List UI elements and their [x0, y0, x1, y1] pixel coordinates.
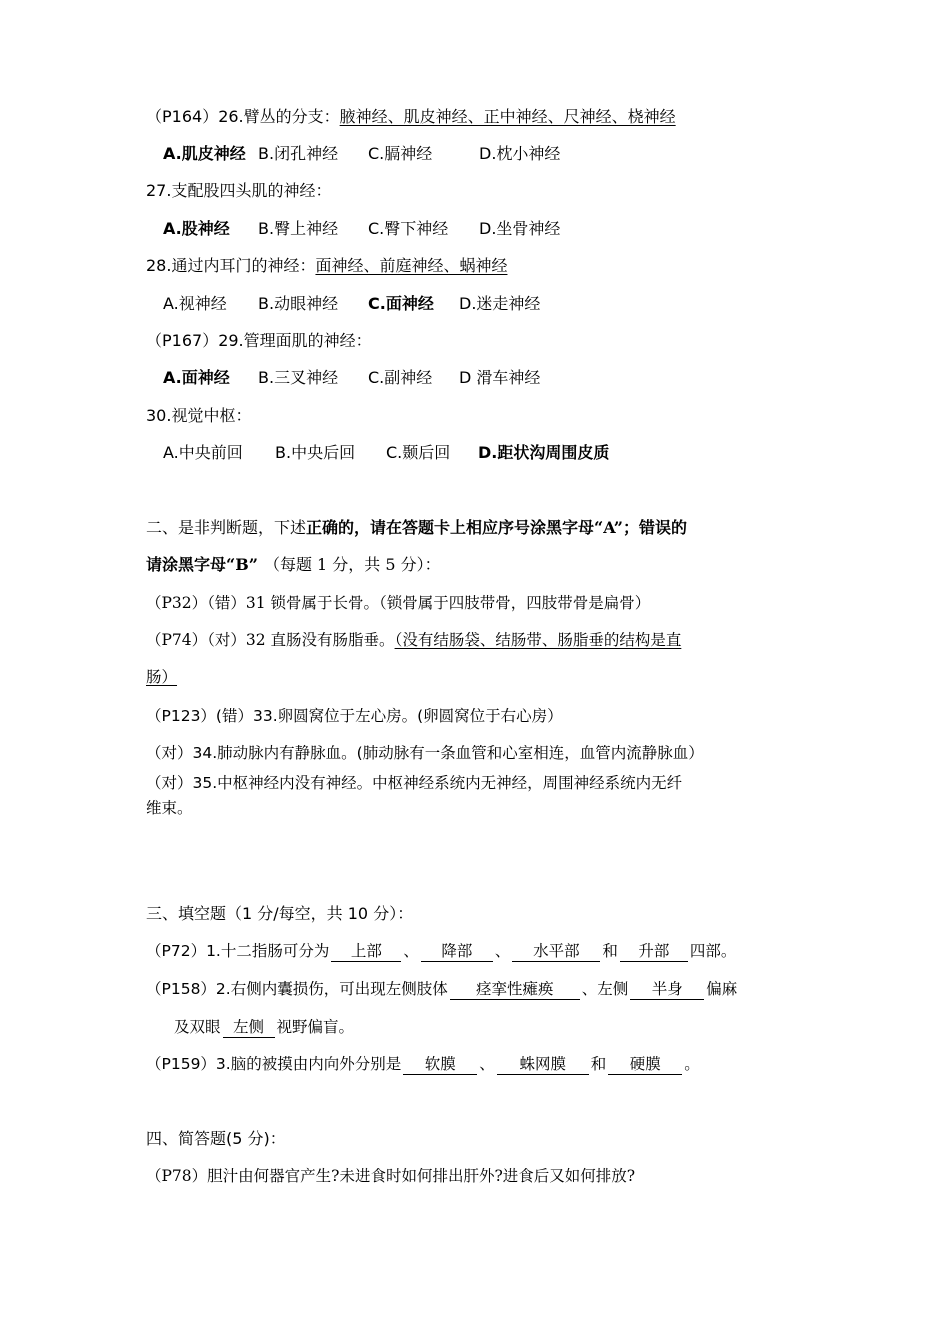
- option-d: D.迷走神经: [459, 294, 541, 313]
- option-c: C.膈神经: [368, 144, 433, 163]
- option-d: D.坐骨神经: [479, 219, 561, 238]
- true-false-32-cont: [146, 666, 177, 688]
- option-c: C.臀下神经: [368, 219, 449, 238]
- question-27-stem: 27.支配股四头肌的神经：: [146, 181, 332, 200]
- option-b: B.闭孔神经: [258, 144, 339, 163]
- true-false-35-text-2: 维束。: [146, 799, 193, 817]
- short-answer-1-text: （P78）胆汁由何器官产生?未进食时如何排出肝外?进食后又如何排放?: [146, 1167, 636, 1185]
- true-false-33-text: （P123）(错）33.卵圆窝位于左心房。(卵圆窝位于右心房）: [146, 707, 563, 725]
- blank-answer: 硬膜: [608, 1054, 682, 1075]
- option-c: C.颞后回: [386, 443, 451, 462]
- question-29-options: [163, 367, 540, 389]
- true-false-33: [146, 705, 563, 727]
- question-29: [146, 330, 372, 352]
- fill-blank-1-suffix: 四部。: [689, 942, 737, 960]
- section-3-heading-text: 三、填空题（1 分/每空，共 10 分）：: [146, 904, 414, 923]
- section-2-heading: [146, 517, 687, 539]
- true-false-32-note: （没有结肠袋、结肠带、肠脂垂的结构是直: [394, 631, 682, 649]
- question-27: [146, 180, 331, 202]
- section-2-heading-bold-2: 请涂黑字母“B”: [146, 555, 258, 574]
- true-false-31-text: （P32）（错）31 锁骨属于长骨。（锁骨属于四肢带骨，四肢带骨是扁骨）: [146, 594, 651, 612]
- blank-answer: 半身: [630, 979, 704, 1000]
- question-26-note: 腋神经、肌皮神经、正中神经、尺神经、桡神经: [339, 107, 676, 126]
- question-30-stem: 30.视觉中枢：: [146, 406, 252, 425]
- option-d: D.距状沟周围皮质: [478, 443, 610, 462]
- option-a: A.股神经: [163, 219, 230, 238]
- true-false-32: [146, 629, 681, 651]
- section-2-heading-line2: [146, 554, 441, 576]
- blank-answer: 痉挛性瘫痪: [450, 979, 580, 1000]
- section-4-heading: [146, 1128, 286, 1150]
- fill-blank-2-stem: （P158）2.右侧内囊损伤，可出现左侧肢体: [146, 980, 448, 998]
- question-28-note: 面神经、前庭神经、蜗神经: [315, 256, 508, 275]
- question-30-options: [163, 442, 609, 464]
- option-a: A.肌皮神经: [163, 144, 246, 163]
- option-c: C.副神经: [368, 368, 433, 387]
- true-false-35-text: （对）35.中枢神经内没有神经。中枢神经系统内无神经，周围神经系统内无纤: [146, 774, 683, 792]
- fill-blank-2-cont: [174, 1016, 354, 1038]
- question-30: [146, 405, 251, 427]
- true-false-32-note-2: 肠）: [146, 668, 178, 686]
- blank-answer: 软膜: [403, 1054, 477, 1075]
- true-false-32-text: （P74）（对）32 直肠没有肠脂垂。: [146, 631, 395, 649]
- section-2-heading-score: （每题 1 分，共 5 分）：: [271, 555, 441, 574]
- blank-answer: 左侧: [223, 1017, 275, 1038]
- option-b: B.中央后回: [275, 443, 356, 462]
- option-d: D 滑车神经: [459, 368, 541, 387]
- fill-blank-3-suffix: 。: [684, 1055, 700, 1073]
- section-2-heading-bold: 正确的，请在答题卡上相应序号涂黑字母“A”；错误的: [306, 518, 687, 537]
- question-29-stem: （P167）29.管理面肌的神经：: [146, 331, 372, 350]
- question-26-stem: （P164）26.臂丛的分支：: [146, 107, 340, 126]
- blank-answer: 水平部: [512, 941, 600, 962]
- section-2-heading-text: 二、是非判断题，下述: [146, 518, 307, 537]
- question-28: [146, 255, 507, 277]
- question-28-stem: 28.通过内耳门的神经：: [146, 256, 316, 275]
- fill-blank-3-stem: （P159）3.脑的被摸由内向外分别是: [146, 1055, 402, 1073]
- separator: 、: [479, 1055, 495, 1073]
- fill-blank-1-stem: （P72）1.十二指肠可分为: [146, 942, 330, 960]
- fill-blank-1: [146, 940, 736, 962]
- fill-blank-2-suffix: 视野偏盲。: [276, 1018, 355, 1036]
- question-26: [146, 106, 676, 128]
- question-28-options: [163, 293, 540, 315]
- fill-blank-2-mid: 、左侧: [581, 980, 629, 998]
- conjunction: 和: [590, 1055, 607, 1073]
- section-3-heading: [146, 903, 413, 925]
- option-b: B.动眼神经: [258, 294, 339, 313]
- true-false-31: [146, 592, 650, 614]
- question-27-options: [163, 218, 560, 240]
- separator: 、: [403, 942, 419, 960]
- conjunction: 和: [602, 942, 618, 960]
- option-b: B.三叉神经: [258, 368, 339, 387]
- section-4-heading-text: 四、简答题(5 分)：: [146, 1129, 286, 1148]
- blank-answer: 降部: [421, 941, 493, 962]
- question-26-options: [163, 143, 560, 165]
- blank-answer: 蛛网膜: [497, 1054, 589, 1075]
- separator: 、: [494, 942, 511, 960]
- blank-answer: 升部: [620, 941, 688, 962]
- short-answer-1: [146, 1165, 635, 1187]
- fill-blank-2-mid-2: 偏麻: [706, 980, 738, 998]
- true-false-34: [146, 742, 704, 764]
- option-c: C.面神经: [368, 294, 434, 313]
- option-a: A.中央前回: [163, 443, 243, 462]
- fill-blank-3: [146, 1053, 700, 1075]
- true-false-34-text: （对）34.肺动脉内有静脉血。(肺动脉有一条血管和心室相连，血管内流静脉血）: [146, 744, 704, 762]
- option-a: A.视神经: [163, 294, 227, 313]
- true-false-35-cont: [146, 797, 193, 819]
- true-false-35: [146, 772, 682, 794]
- option-b: B.臀上神经: [258, 219, 339, 238]
- option-a: A.面神经: [163, 368, 230, 387]
- fill-blank-2: [146, 978, 737, 1000]
- option-d: D.枕小神经: [479, 144, 561, 163]
- blank-answer: 上部: [331, 941, 401, 962]
- fill-blank-2-line2-stem: 及双眼: [174, 1018, 221, 1036]
